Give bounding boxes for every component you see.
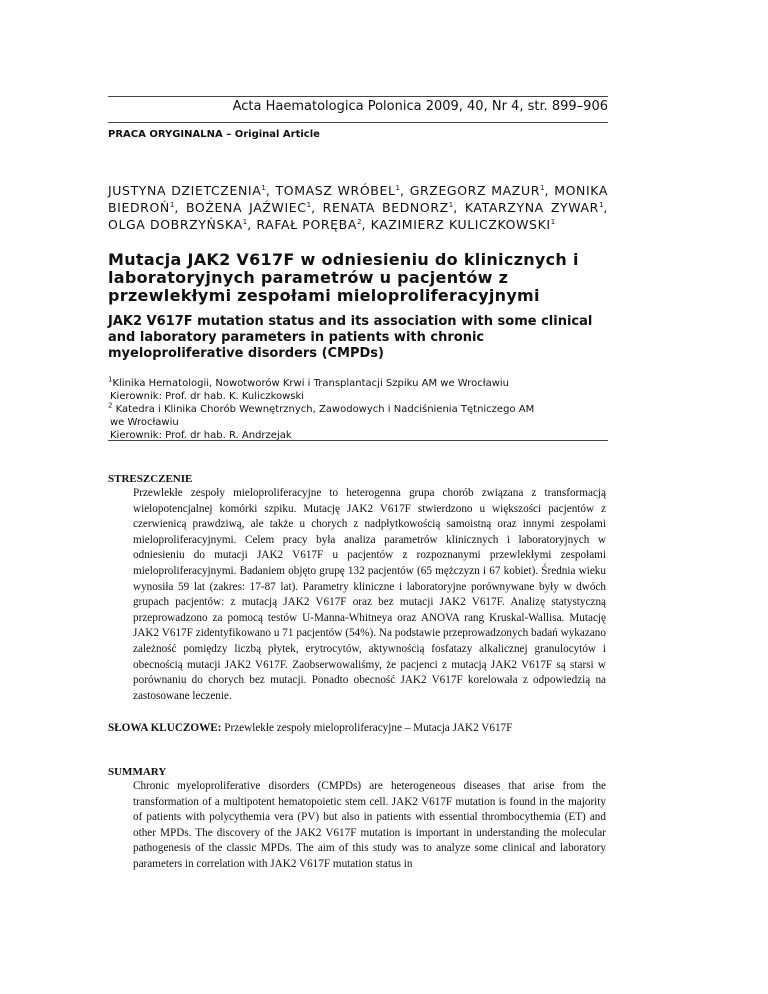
author-name: BOŻENA JAŹWIEC [185, 200, 307, 215]
affiliation-1-line-1: $^1$Klinika Hematologii, Nowotworów Krwi i Transplantacji Szpiku AM we Wrocławiu [108, 375, 509, 389]
affiliation-2-line-1: $^2$ Katedra i Klinika Chorób Wewnętrznych, Zawodowych i Nadciśnienia Tętniczego AM [108, 401, 535, 415]
article-type-label: PRACA ORYGINALNA – Original Article [108, 129, 320, 140]
affiliation-rule [108, 440, 608, 441]
author: KATARZYNA ZYWAR$^1$, [464, 200, 608, 215]
author-name: JUSTYNA DZIETCZENIA [108, 183, 262, 198]
summary-heading: SUMMARY [108, 766, 167, 778]
title-english: JAK2 V617F mutation status and its association with some clinical and laboratory parameters in patients with chronic myeloproliferative disorders (CMPDs) [108, 314, 593, 361]
author-affiliation-mark: 1 [598, 200, 604, 209]
summary-text: Chronic myeloproliferative disorders (CMPDs) are heterogeneous diseases that arise from the transformation of a multipotent hematopoietic stem cell. JAK2 V617F mutation is found in the majority of patients with polycythemia vera (PV) but also in patients with essential thrombocythemia (ET) and other MPDs. The discovery of the JAK2 V617F mutation is important in understanding the molecular pathogenesis of the classic MPDs. The aim of this study was to analyze some clinical and laboratory parameters in correlation with JAK2 V617F mutation status in [133, 780, 606, 870]
author-name: TOMASZ WRÓBEL [275, 183, 396, 198]
author-affiliation-mark: 1 [306, 200, 312, 209]
keywords-label: SŁOWA KLUCZOWE: [108, 722, 222, 734]
author-name: KAZIMIERZ KULICZKOWSKI [370, 217, 551, 232]
author: OLGA DOBRZYŃSKA$^1$, [108, 217, 257, 232]
author-name: RAFAŁ PORĘBA [256, 217, 357, 232]
streszczenie-text: Przewlekłe zespoły mieloproliferacyjne to heterogenna grupa chorób związana z transformacją wielopotencjalnej komórki szpiku. Mutację JAK2 V617F stwierdzono u większości pacjentów z czerwienicą prawdziwą, ale także u chorych z nadpłytkowością samoistną oraz innymi zespołami mieloproliferacyjnymi. Celem pracy była analiza parametrów klinicznych i laboratoryjnych w odniesieniu do mutacji JAK2 V617F u pacjentów z rozpoznanymi przewlekłymi zespołami mieloproliferacyjnymi. Badaniem objęto grupę 132 pacjentów (65 mężczyzn i 67 kobiet). Średnia wieku wynosiła 59 lat (zakres: 17-87 lat). Parametry kliniczne i laboratoryjne porównywane były w dwóch grupach pacjentów: z mutacją JAK2 V617F oraz bez mutacji JAK2 V617F. Analizę statystyczną przeprowadzono za pomocą testów U-Manna-Whitneya oraz ANOVA rang Kruskal-Wallisa. Mutację JAK2 V617F zidentyfikowano u 71 pacjentów (54%). Na podstawie przeprowadzonych badań wykazano zależność pomiędzy liczbą płytek, erytrocytów, aktywnością fosfatazy alkalicznej granulocytów i obecnością mutacji JAK2 V617F. Zaobserwowaliśmy, że pacjenci z mutacją JAK2 V617F są starsi w porównaniu do chorych bez mutacji. Ponadto obecność JAK2 V617F korelowała z odpowiedzią na zastosowane leczenie. [133, 487, 606, 702]
affiliation-2-line-2: we Wrocławiu [110, 417, 179, 428]
author: GRZEGORZ MAZUR$^1$, [409, 183, 555, 198]
author-affiliation-mark: 2 [357, 217, 362, 226]
author: RAFAŁ PORĘBA$^2$, [256, 217, 371, 232]
affiliation-1-line-2: Kierownik: Prof. dr hab. K. Kuliczkowski [110, 391, 305, 402]
author-list [108, 182, 608, 233]
streszczenie-heading: STRESZCZENIE [108, 473, 193, 485]
author-affiliation-mark: 1 [395, 183, 400, 192]
author-affiliation-mark: 1 [242, 217, 248, 226]
author-name: GRZEGORZ MAZUR [409, 183, 540, 198]
author: MONIKA BIEDROŃ$^1$, [108, 183, 608, 215]
journal-citation: Acta Haematologica Polonica 2009, 40, Nr 4, str. 899–906 [232, 99, 608, 114]
keywords-line [108, 721, 608, 737]
author: TOMASZ WRÓBEL$^1$, [275, 183, 410, 198]
author-name: RENATA BEDNORZ [322, 200, 449, 215]
author-affiliation-mark: 1 [448, 200, 454, 209]
title-polish: Mutacja JAK2 V617F w odniesieniu do klinicznych i laboratoryjnych parametrów u pacjentów z przewlekłymi zespołami mieloproliferacyjnymi [108, 250, 579, 305]
author-affiliation-mark: 1 [261, 183, 266, 192]
author [371, 217, 556, 232]
affiliations [108, 377, 608, 442]
author: JUSTYNA DZIETCZENIA$^1$, [108, 183, 276, 198]
author-name: MONIKA BIEDROŃ [108, 183, 608, 215]
affiliation-2-line-3: Kierownik: Prof. dr hab. R. Andrzejak [110, 430, 292, 441]
author: BOŻENA JAŹWIEC$^1$, [185, 200, 323, 215]
author: RENATA BEDNORZ$^1$, [322, 200, 465, 215]
header-rule [108, 122, 608, 123]
author-name: OLGA DOBRZYŃSKA [108, 217, 243, 232]
author-affiliation-mark: 1 [550, 217, 556, 226]
top-rule [108, 96, 608, 97]
author-name: KATARZYNA ZYWAR [464, 200, 599, 215]
author-affiliation-mark: 1 [169, 200, 175, 209]
keywords-text: Przewlekłe zespoły mieloproliferacyjne – Mutacja JAK2 V617F [224, 722, 513, 734]
author-affiliation-mark: 1 [540, 183, 545, 192]
